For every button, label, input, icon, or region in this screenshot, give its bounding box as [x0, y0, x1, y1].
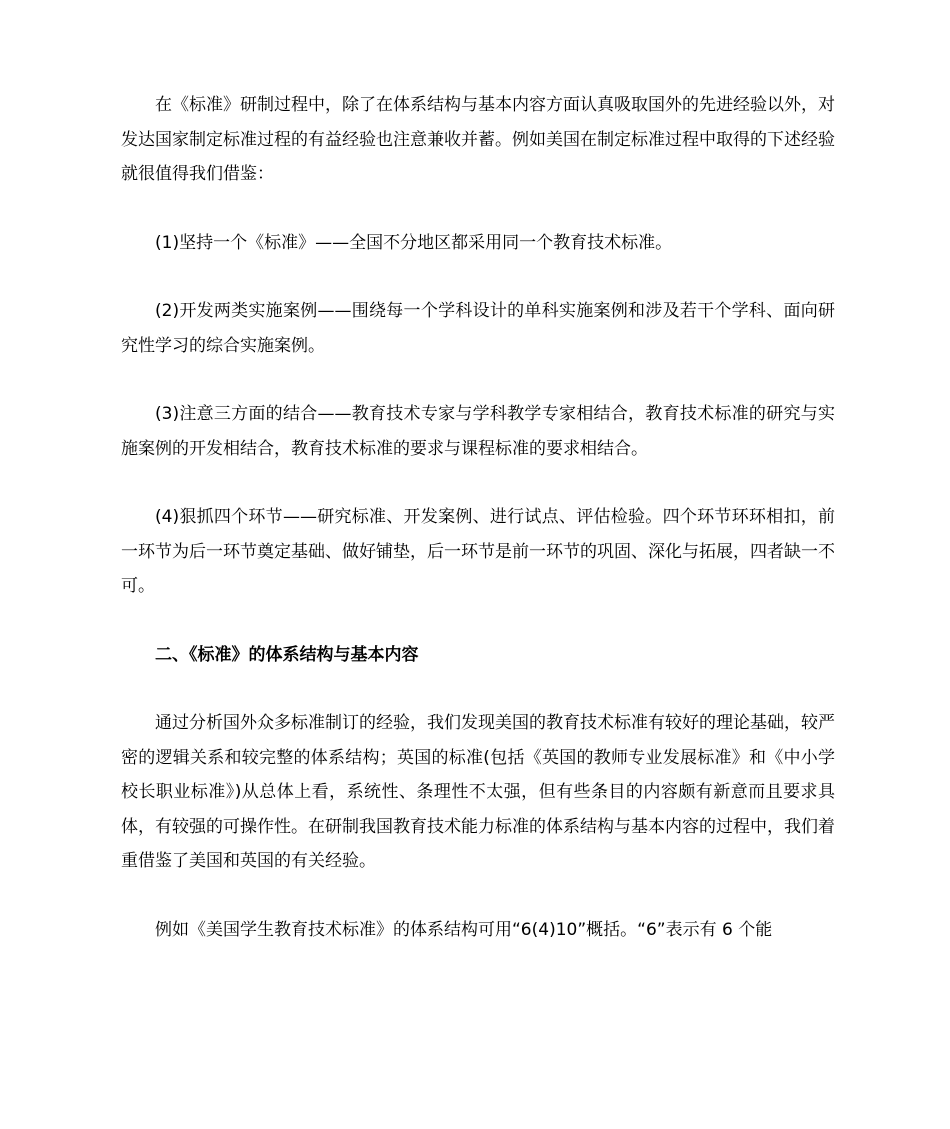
paragraph-section-2: 例如《美国学生教育技术标准》的体系结构可用“6(4)10”概括。“6”表示有 6 个能 — [155, 919, 773, 940]
paragraph-item-4: (4)狠抓四个环节——研究标准、开发案例、进行试点、评估检验。四个环节环环相扣，前一环节为后一环节奠定基础、做好铺垫，后一环节是前一环节的巩固、深化与拓展，四者缺一不可。 — [121, 507, 835, 596]
document-page — [121, 88, 835, 947]
paragraph-gap — [121, 192, 835, 226]
paragraph-intro: 在《标准》研制过程中，除了在体系结构与基本内容方面认真吸取国外的先进经验以外，对发达国家制定标准过程的有益经验也注意兼收并蓄。例如美国在制定标准过程中取得的下述经验就很值得我们借鉴： — [121, 95, 835, 184]
paragraph-gap — [121, 879, 835, 913]
paragraph-gap — [121, 672, 835, 706]
paragraph-item-1: (1)坚持一个《标准》——全国不分地区都采用同一个教育技术标准。 — [155, 232, 673, 253]
paragraph-section-1: 通过分析国外众多标准制订的经验，我们发现美国的教育技术标准有较好的理论基础，较严密的逻辑关系和较完整的体系结构；英国的标准(包括《英国的教师专业发展标准》和《中小学校长职业标准》)从总体上看，系统性、条理性不太强，但有些条目的内容颇有新意而且要求具体，有较强的可操作性。在研制我国教育技术能力标准的体系结构与基本内容的过程中，我们着重借鉴了美国和英国的有关经验。 — [121, 713, 835, 871]
paragraph-gap — [121, 363, 835, 397]
section-heading: 二、《标准》的体系结构与基本内容 — [155, 644, 419, 665]
paragraph-gap — [121, 604, 835, 638]
paragraph-item-2: (2)开发两类实施案例——围绕每一个学科设计的单科实施案例和涉及若干个学科、面向研究性学习的综合实施案例。 — [121, 301, 835, 356]
paragraph-item-3: (3)注意三方面的结合——教育技术专家与学科教学专家相结合，教育技术标准的研究与实施案例的开发相结合，教育技术标准的要求与课程标准的要求相结合。 — [121, 404, 835, 459]
paragraph-gap — [121, 260, 835, 294]
paragraph-gap — [121, 466, 835, 500]
